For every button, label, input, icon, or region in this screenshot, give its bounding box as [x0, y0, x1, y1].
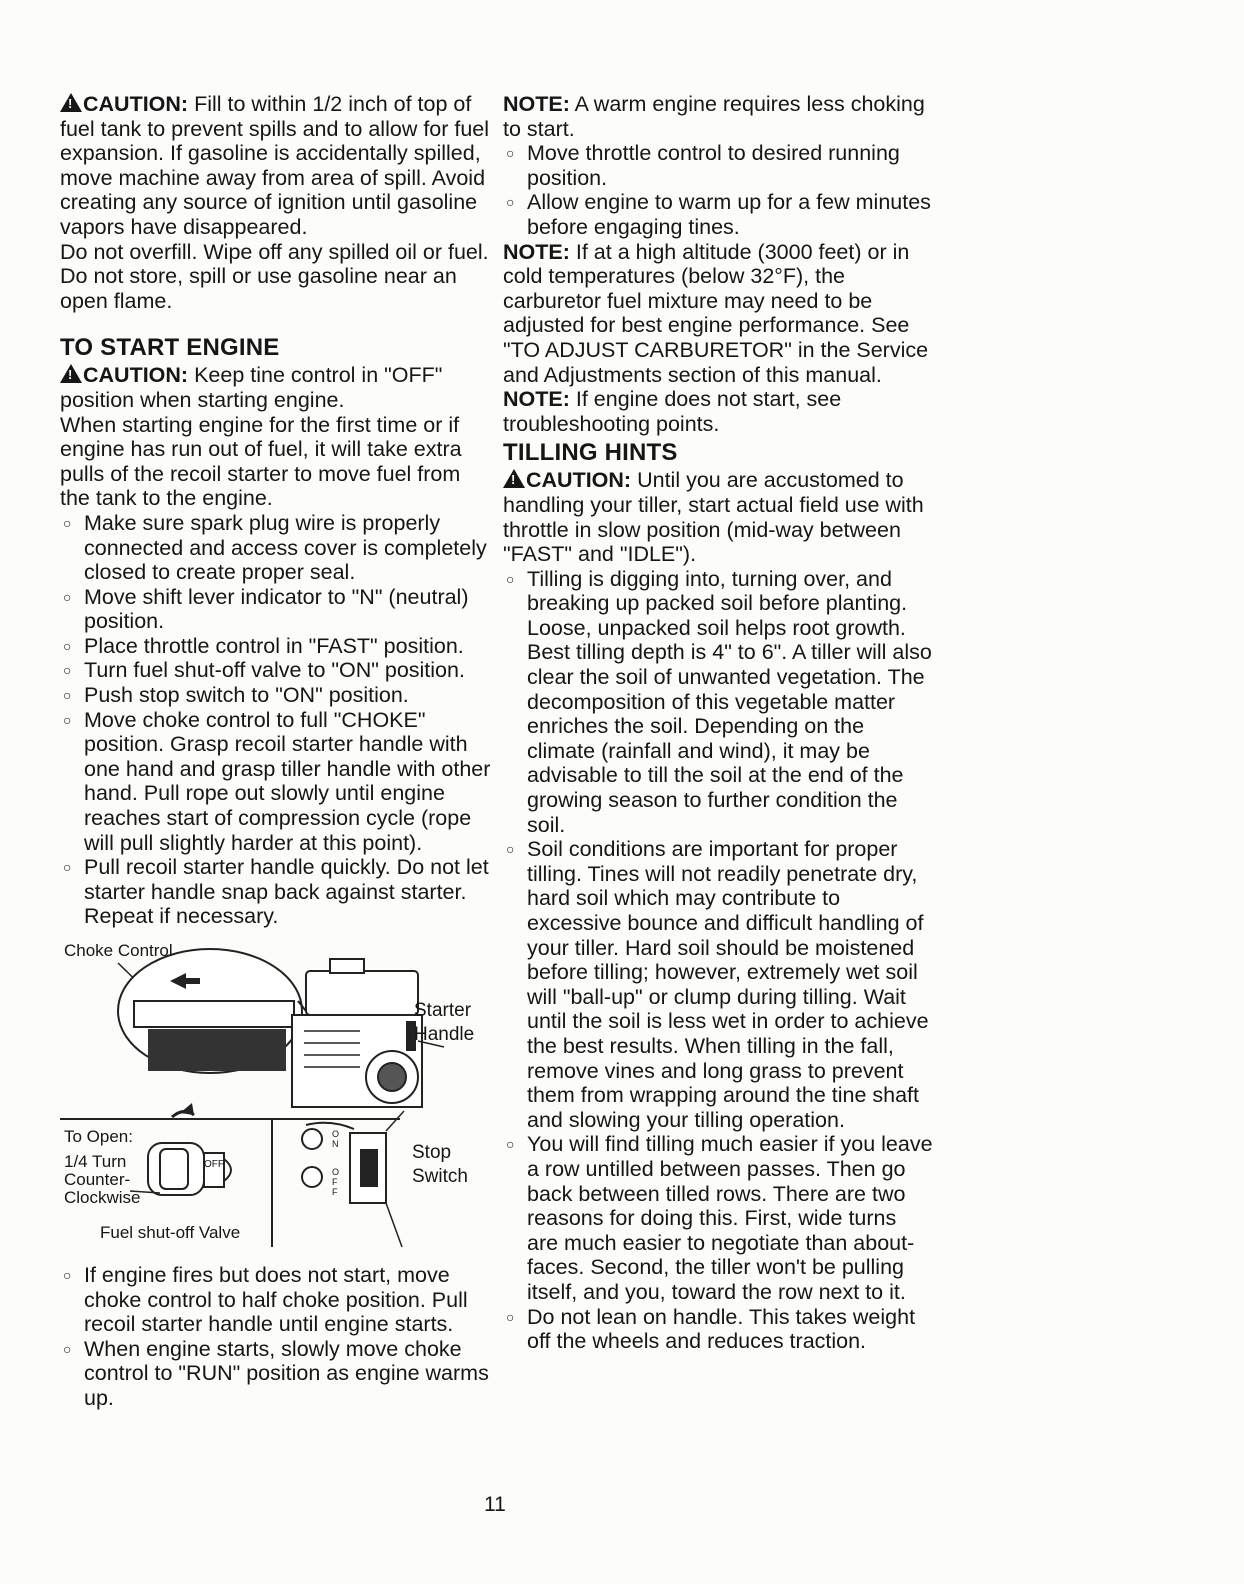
- stop-switch-label: Stop Switch: [412, 1142, 468, 1187]
- note-troubleshooting: NOTE: If engine does not start, see troubleshooting points.: [503, 387, 842, 436]
- list-item: ○ Tilling is digging into, turning over, and breaking up packed soil before planting. Loose, unpacked soil helps root growth. Best tilling depth is 4" to 6". A tiller will also clear the soil of unwanted vegetation. The decomposition of this vegetable matter enriches the soil. Depending on the climate (rainfall and wind), it may be advisable to till the soil at the end of the growing season to further condition the soil.: [506, 566, 932, 837]
- switch-on-tag: ON: [332, 1129, 340, 1149]
- warning-triangle-icon: [60, 364, 82, 383]
- right-column: [503, 92, 933, 1354]
- first-start-paragraph: When starting engine for the first time or if engine has run out of fuel, it will take extra pulls of the recoil starter to move fuel from the tank to the engine.: [60, 412, 462, 511]
- caution-fuel-fill: !CAUTION: Fill to within 1/2 inch of top of fuel tank to prevent spills and to allow for fuel expansion. If gasoline is accidentally spilled, move machine away from area of spill. Avoid creating any source of ignition until gasoline vapors have disappeared.: [60, 92, 492, 240]
- bullet-icon: ○: [63, 859, 72, 876]
- valve-off-tag: OFF: [204, 1159, 224, 1170]
- bullet-icon: ○: [63, 637, 72, 654]
- engine-illustration: [60, 931, 492, 1261]
- note-warm-engine: NOTE: A warm engine requires less choking to start.: [503, 92, 925, 141]
- page-number: 11: [484, 1493, 506, 1516]
- bullet-icon: ○: [506, 1136, 515, 1153]
- list-item: ○ Allow engine to warm up for a few minutes before engaging tines.: [506, 190, 931, 239]
- tilling-hints-list: [503, 567, 933, 1354]
- left-column: [60, 92, 492, 1411]
- bullet-icon: ○: [63, 514, 72, 531]
- overfill-paragraph: Do not overfill. Wipe off any spilled oil or fuel. Do not store, spill or use gasoline near an open flame.: [60, 239, 489, 313]
- heading-tilling-hints: TILLING HINTS: [503, 439, 678, 467]
- bullet-icon: ○: [63, 711, 72, 728]
- list-item: ○ Push stop switch to "ON" position.: [63, 683, 409, 708]
- list-item: ○ Soil conditions are important for proper tilling. Tines will not readily penetrate dry, hard soil which may contribute to excessive bounce and difficult handling of your tiller. Hard soil should be moistened before tilling; however, extremely wet soil will "ball-up" or clump during tilling. Wait until the soil is less wet in order to achieve the best results. When tilling in the fall, remove vines and long grass to prevent them from wrapping around the tine shaft and slowing your tilling operation.: [506, 837, 929, 1132]
- warmup-steps-list: [503, 141, 933, 239]
- list-item: ○ Do not lean on handle. This takes weight off the wheels and reduces traction.: [506, 1304, 916, 1354]
- quarter-turn-label: 1/4 Turn Counter- Clockwise: [64, 1152, 141, 1207]
- bullet-icon: ○: [63, 662, 72, 679]
- start-steps-list-continued: [60, 1263, 492, 1411]
- list-item: ○ You will find tilling much easier if you leave a row untilled between passes. Then go back between tilled rows. There are two reasons for doing this. First, wide turns are much easier to negotiate than about-faces. Second, the tiller won't be pulling itself, and you, toward the row next to it.: [506, 1132, 933, 1304]
- caution-tine-control: !CAUTION: Keep tine control in "OFF" position when starting engine.: [60, 363, 492, 412]
- heading-to-start-engine: TO START ENGINE: [60, 334, 280, 362]
- bullet-icon: ○: [506, 841, 515, 858]
- bullet-icon: ○: [506, 194, 515, 211]
- start-steps-list: [60, 511, 492, 929]
- bullet-icon: ○: [63, 1340, 72, 1357]
- choke-control-label: Choke Control: [64, 941, 173, 960]
- list-item: ○ Move throttle control to desired running position.: [506, 141, 900, 190]
- list-item: ○ Place throttle control in "FAST" position.: [63, 633, 464, 658]
- to-open-label: To Open:: [64, 1127, 133, 1146]
- warning-triangle-icon: [503, 469, 525, 488]
- bullet-icon: ○: [506, 145, 515, 162]
- fuel-valve-label: Fuel shut-off Valve: [100, 1223, 241, 1242]
- bullet-icon: ○: [506, 1308, 515, 1325]
- list-item: ○ Pull recoil starter handle quickly. Do not let starter handle snap back against starter. Repeat if necessary.: [63, 855, 489, 929]
- list-item: ○ Move shift lever indicator to "N" (neutral) position.: [63, 584, 469, 634]
- note-high-altitude: NOTE: If at a high altitude (3000 feet) or in cold temperatures (below 32°F), the carburetor fuel mixture may need to be adjusted for best engine performance. See "TO ADJUST CARBURETOR" in the Service and Adjustments section of this manual.: [503, 239, 929, 387]
- bullet-icon: ○: [63, 1267, 72, 1283]
- bullet-icon: ○: [63, 687, 72, 704]
- list-item: ○ Turn fuel shut-off valve to "ON" position.: [63, 658, 465, 683]
- bullet-icon: ○: [506, 570, 515, 587]
- list-item: ○ When engine starts, slowly move choke control to "RUN" position as engine warms up.: [63, 1336, 489, 1410]
- warning-triangle-icon: [60, 93, 82, 112]
- engine-controls-figure: [60, 931, 492, 1261]
- list-item: ○ Make sure spark plug wire is properly connected and access cover is completely closed to create proper seal.: [63, 510, 487, 585]
- list-item: ○ Move choke control to full "CHOKE" position. Grasp recoil starter handle with one hand and grasp tiller handle with other hand. Pull rope out slowly until engine reaches start of compression cycle (rope will pull slightly harder at this point).: [63, 707, 491, 855]
- caution-tilling: !CAUTION: Until you are accustomed to handling your tiller, start actual field use with throttle in slow position (mid-way between "FAST" and "IDLE").: [503, 468, 933, 566]
- bullet-icon: ○: [63, 588, 72, 605]
- list-item: ○ If engine fires but does not start, move choke control to half choke position. Pull recoil starter handle until engine starts.: [63, 1263, 468, 1337]
- switch-off-tag: OFF: [332, 1167, 340, 1197]
- starter-handle-label: Starter Handle: [414, 1000, 475, 1045]
